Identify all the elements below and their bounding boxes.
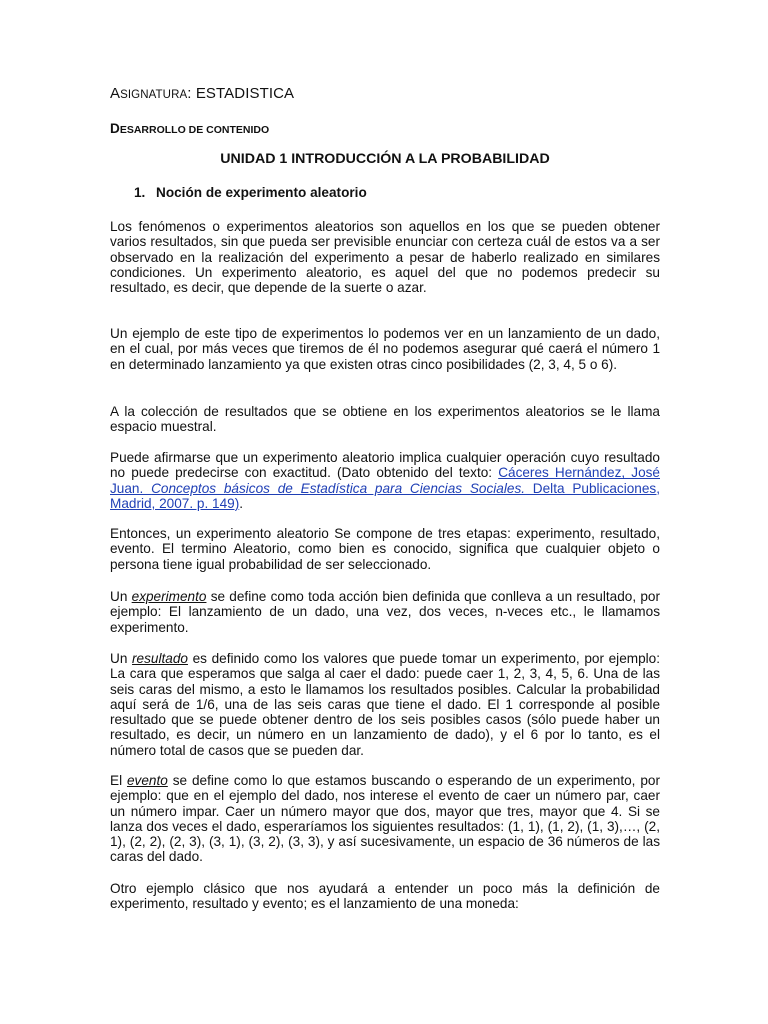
paragraph-2: Un ejemplo de este tipo de experimentos lo podemos ver en un lanzamiento de un dado, en el cual, por más veces que tiremos de él no podemos asegurar qué caerá el número 1 en determinado lanzamiento ya que existen otras cinco posibilidades (2, 3, 4, 5 o 6). — [110, 326, 660, 372]
subject-label-rest: SIGNATURA — [120, 89, 188, 101]
paragraph-1: Los fenómenos o experimentos aleatorios son aquellos en los que se pueden obtener varios resultados, sin que pueda ser previsible enunciar con certeza cuál de estos va a ser observado en la realización del experimento a pesar de haberlo realizado en similares condiciones. Un experimento aleatorio, es aquel del que no podemos predecir su resultado, es decir, que depende de la suerte o azar. — [110, 219, 660, 296]
term-experimento: experimento — [131, 589, 207, 604]
section-number: 1. — [134, 185, 146, 200]
section-label — [110, 121, 269, 138]
paragraph-3: A la colección de resultados que se obtiene en los experimentos aleatorios se le llama espacio muestral. — [110, 404, 660, 435]
paragraph-9: Otro ejemplo clásico que nos ayudará a entender un poco más la definición de experimento, resultado y evento; es el lanzamiento de una moneda: — [110, 881, 660, 912]
section-title: Noción de experimento aleatorio — [156, 185, 367, 200]
subject-line — [110, 86, 294, 103]
paragraph-5: Entonces, un experimento aleatorio Se compone de tres etapas: experimento, resultado, evento. El termino Aleatorio, como bien es conocido, significa que cualquier objeto o persona tiene igual probabilidad de ser seleccionado. — [110, 526, 660, 572]
subject-label-colon: : — [187, 85, 192, 102]
paragraph-6-rest: se define como toda acción bien definida que conlleva a un resultado, por ejemplo: El lanzamiento de un dado, una vez, dos veces, n-veces etc., le llamamos experimento. — [110, 589, 661, 635]
paragraph-8-rest: se define como lo que estamos buscando o esperando de un experimento, por ejemplo: que en el ejemplo del dado, nos interese el evento de caer un número par, caer un número impar. Caer un número mayor que dos, mayor que tres, mayor que 4. Si se lanza dos veces el dado, esperaríamos los siguientes resultados: (1, 1), (1, 2), (1, 3),…, (2, 1), (2, 2), (2, 3), (3, 1), (3, 2), (3, 3), y así sucesivamente, un espacio de 36 números de las caras del dado. — [110, 773, 660, 865]
paragraph-6-start: Un — [110, 589, 132, 604]
paragraph-6 — [110, 589, 660, 635]
paragraph-4-text: Puede afirmarse que un experimento aleatorio implica cualquier operación cuyo resultado no puede predecirse con exactitud. (Dato obtenido del texto: — [110, 450, 660, 481]
document-page — [110, 0, 660, 1024]
section-label-rest: ESARROLLO DE CONTENIDO — [119, 124, 270, 136]
paragraph-7 — [110, 651, 660, 758]
subject-label-first: A — [110, 85, 121, 102]
term-evento: evento — [126, 773, 168, 788]
unit-title: UNIDAD 1 INTRODUCCIÓN A LA PROBABILIDAD — [220, 151, 550, 167]
term-resultado: resultado — [132, 651, 188, 666]
reference-author: Cáceres Hernández, José Juan. — [110, 465, 660, 496]
reference-publisher: Delta Publicaciones, Madrid, 2007. p. 149) — [110, 480, 660, 511]
paragraph-7-rest: es definido como los valores que puede tomar un experimento, por ejemplo: La cara que esperamos que salga al caer el dado: puede caer 1, 2, 3, 4, 5, 6. Una de las seis caras del mismo, a esto le llamamos los resultados posibles. Calcular la probabilidad aquí será de 1/6, una de las seis caras que tiene el dado. El 1 corresponde al posible resultado que se puede obtener dentro de los seis posibles casos (sólo puede haber un resultado, es decir, un número en un lanzamiento de dado), y el 6 por lo tanto, es el número total de casos que se pueden dar. — [110, 651, 661, 758]
paragraph-8-start: El — [110, 773, 127, 788]
paragraph-4-end: . — [239, 495, 244, 511]
reference-title: Conceptos básicos de Estadística para Ciencias Sociales. — [151, 480, 526, 496]
section-label-first: D — [110, 121, 120, 136]
section-heading — [134, 185, 367, 200]
paragraph-4 — [110, 450, 660, 511]
paragraph-8 — [110, 773, 660, 865]
paragraph-7-start: Un — [110, 651, 133, 666]
subject-value: ESTADISTICA — [195, 85, 295, 102]
